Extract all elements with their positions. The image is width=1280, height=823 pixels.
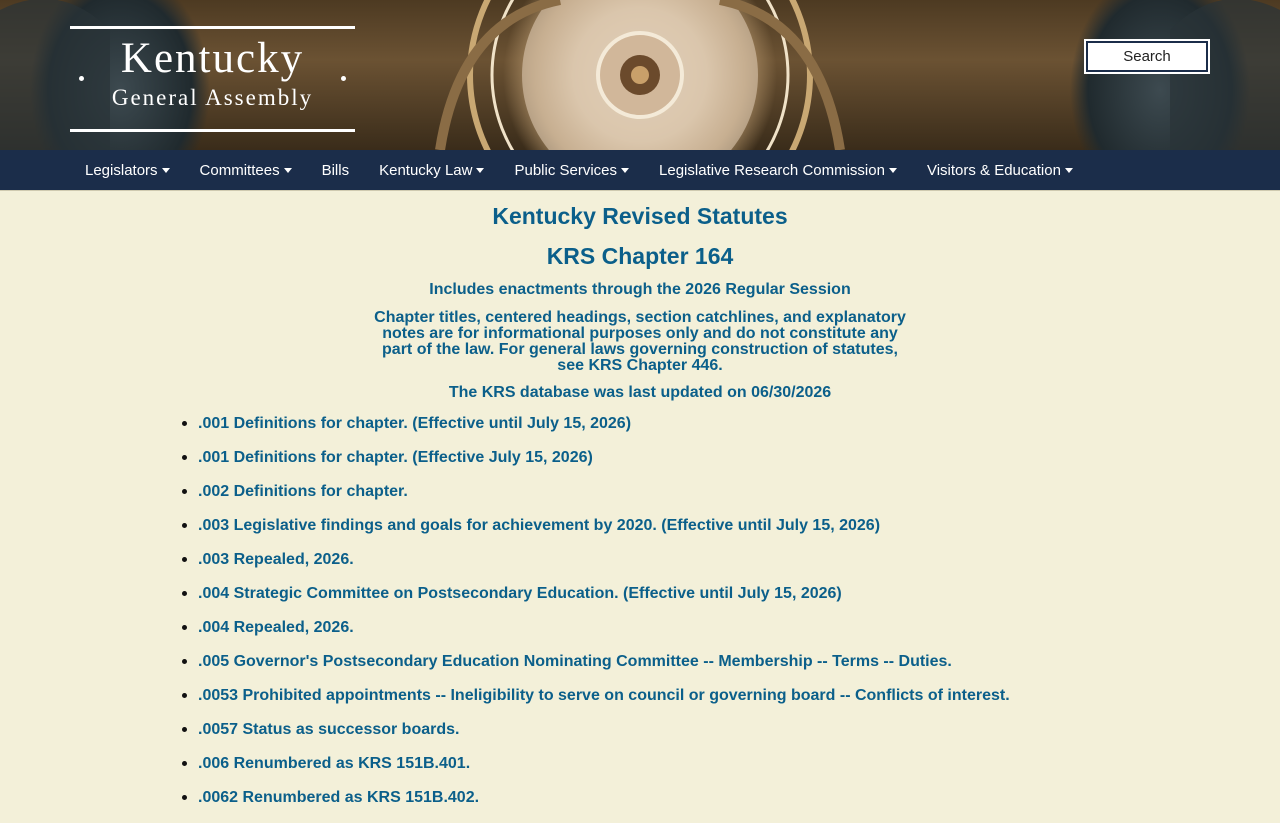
list-item	[182, 415, 1280, 449]
bullet-icon	[182, 591, 187, 596]
section-link[interactable]: .002 Definitions for chapter.	[198, 483, 408, 500]
caret-down-icon	[284, 168, 292, 173]
section-link[interactable]: .004 Strategic Committee on Postsecondary Education. (Effective until July 15, 2026)	[198, 585, 842, 602]
section-link[interactable]: .003 Legislative findings and goals for achievement by 2020. (Effective until July 15, 2026)	[198, 517, 881, 534]
section-link[interactable]: .004 Repealed, 2026.	[198, 619, 354, 636]
bullet-icon	[182, 421, 187, 426]
logo-title: Kentucky	[120, 35, 305, 82]
bullet-icon	[182, 795, 187, 800]
list-item	[182, 721, 1280, 755]
section-link[interactable]: .0062 Renumbered as KRS 151B.402.	[198, 789, 480, 806]
list-item	[182, 517, 1280, 551]
nav-label: Committees	[199, 161, 280, 179]
caret-down-icon	[1065, 168, 1073, 173]
main-content	[0, 203, 1280, 823]
nav-label: Public Services	[514, 161, 618, 179]
list-item	[182, 585, 1280, 619]
bullet-icon	[182, 557, 187, 562]
logo-dot-left	[79, 76, 84, 81]
nav-label: Legislative Research Commission	[659, 161, 885, 179]
list-item	[182, 789, 1280, 823]
nav-item-bills[interactable]	[307, 162, 365, 179]
bullet-icon	[182, 625, 187, 630]
nav-item-lrc[interactable]	[644, 162, 912, 179]
nav-label: Bills	[321, 161, 350, 179]
caret-down-icon	[162, 168, 170, 173]
bullet-icon	[182, 489, 187, 494]
list-item	[182, 551, 1280, 585]
site-logo[interactable]	[70, 26, 355, 132]
nav-item-public-services[interactable]	[499, 162, 644, 179]
section-list	[0, 415, 1280, 823]
caret-down-icon	[621, 168, 629, 173]
logo-subtitle: General Assembly	[111, 85, 314, 110]
last-updated: The KRS database was last updated on 06/30/2026	[448, 384, 832, 401]
session-note: Includes enactments through the 2026 Regular Session	[429, 281, 851, 298]
list-item	[182, 755, 1280, 789]
nav-label: Visitors & Education	[926, 161, 1061, 179]
search-button-label: Search	[1088, 43, 1206, 70]
section-link[interactable]: .0057 Status as successor boards.	[198, 721, 460, 738]
list-item	[182, 483, 1280, 517]
search-button[interactable]	[1084, 39, 1210, 74]
main-nav	[0, 150, 1280, 191]
section-link[interactable]: .0053 Prohibited appointments -- Ineligibility to serve on council or governing board -- Conflicts of interest.	[198, 687, 1010, 704]
bullet-icon	[182, 455, 187, 460]
section-link[interactable]: .005 Governor's Postsecondary Education Nominating Committee -- Membership -- Terms -- Duties.	[198, 653, 952, 670]
nav-label: Legislators	[85, 161, 158, 179]
nav-item-visitors-education[interactable]	[912, 162, 1088, 179]
section-link[interactable]: .003 Repealed, 2026.	[198, 551, 354, 568]
list-item	[182, 449, 1280, 483]
nav-item-kentucky-law[interactable]	[364, 162, 499, 179]
list-item	[182, 653, 1280, 687]
caret-down-icon	[889, 168, 897, 173]
section-link[interactable]: .001 Definitions for chapter. (Effective until July 15, 2026)	[198, 415, 632, 432]
nav-item-committees[interactable]	[185, 162, 307, 179]
bullet-icon	[182, 523, 187, 528]
list-item	[182, 619, 1280, 653]
header-banner	[0, 0, 1280, 150]
bullet-icon	[182, 659, 187, 664]
logo-dot-right	[341, 76, 346, 81]
nav-label: Kentucky Law	[379, 161, 473, 179]
chapter-title: KRS Chapter 164	[546, 243, 734, 269]
page-title: Kentucky Revised Statutes	[492, 203, 788, 229]
bullet-icon	[182, 727, 187, 732]
section-link[interactable]: .001 Definitions for chapter. (Effective July 15, 2026)	[198, 449, 593, 466]
disclaimer-note: Chapter titles, centered headings, section catchlines, and explanatory notes are for informational purposes only and do not constitute any part of the law. For general laws governing construction of statutes, see KRS Chapter 446.	[374, 309, 906, 374]
list-item	[182, 687, 1280, 721]
section-link[interactable]: .006 Renumbered as KRS 151B.401.	[198, 755, 471, 772]
bullet-icon	[182, 693, 187, 698]
caret-down-icon	[476, 168, 484, 173]
bullet-icon	[182, 761, 187, 766]
nav-item-legislators[interactable]	[70, 162, 185, 179]
